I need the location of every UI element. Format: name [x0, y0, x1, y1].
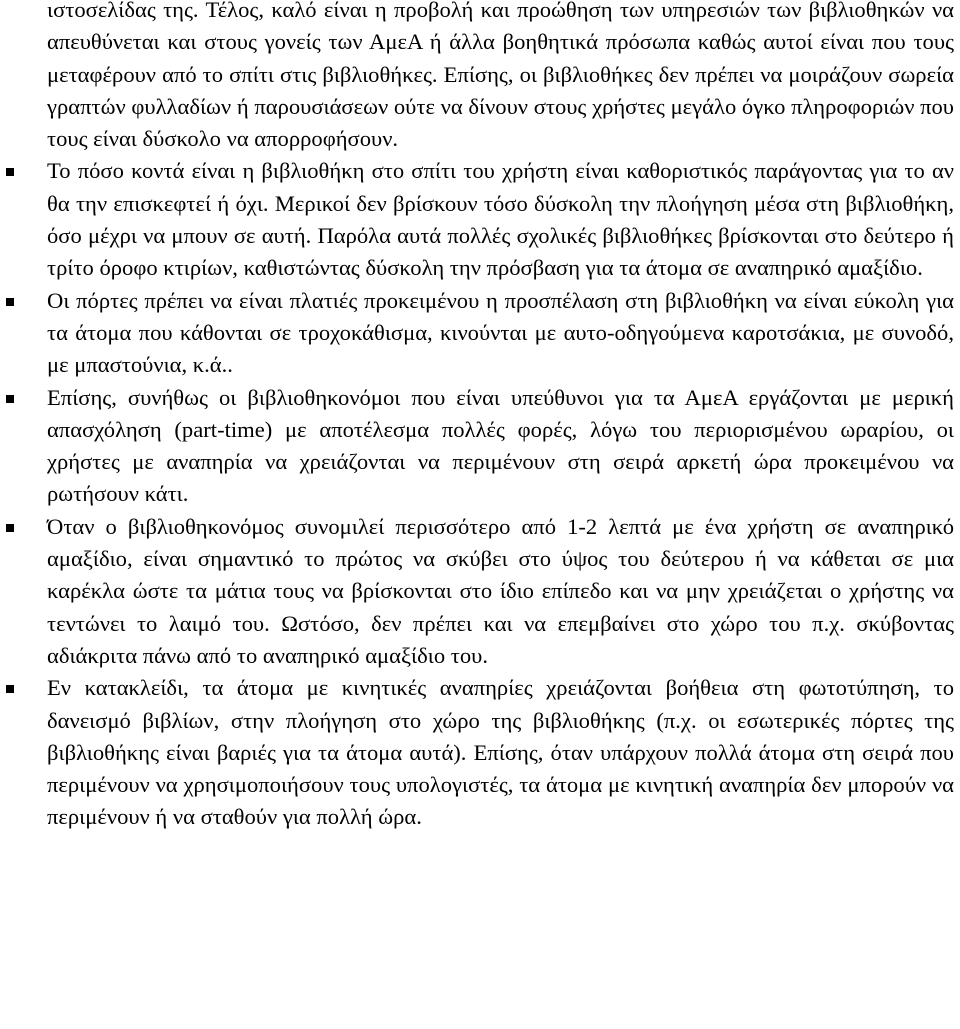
- bullet-text: Το πόσο κοντά είναι η βιβλιοθήκη στο σπίτι του χρήστη είναι καθοριστικός παράγοντας για το αν θα την επισκεφτεί ή όχι. Μερικοί δεν βρίσκουν τόσο δύσκολη την πλοήγηση μέσα στη βιβλιοθήκη, όσο μέχρι να μπουν σε αυτή. Παρόλα αυτά πολλές σχολικές βιβλιοθήκες βρίσκονται στο δεύτερο ή τρίτο όροφο κτιρίων, καθιστώντας δύσκολη την πρόσβαση για τα άτομα σε αναπηρικό αμαξίδιο.: [47, 158, 954, 281]
- bullet-text: Επίσης, συνήθως οι βιβλιοθηκονόμοι που είναι υπεύθυνοι για τα ΑμεΑ εργάζονται με μερική απασχόληση (part-time) με αποτέλεσμα πολλές φορές, λόγω του περιορισμένου ωραρίου, οι χρήστες με αναπηρία να χρειάζονται να περιμένουν στη σειρά αρκετή ώρα προκειμένου να ρωτήσουν κάτι.: [47, 384, 954, 507]
- bullet-item: [0, 155, 960, 284]
- bullet-text: Οι πόρτες πρέπει να είναι πλατιές προκειμένου η προσπέλαση στη βιβλιοθήκη να είναι εύκολη για τα άτομα που κάθονται σε τροχοκάθισμα, κινούνται με αυτο-οδηγούμενα καροτσάκια, με συνοδό, με μπαστούνια, κ.ά..: [47, 287, 954, 378]
- lead-paragraph: ιστοσελίδας της. Τέλος, καλό είναι η προβολή και προώθηση των υπηρεσιών των βιβλιοθηκών να απευθύνεται και στους γονείς των ΑμεΑ ή άλλα βοηθητικά πρόσωπα καθώς αυτοί είναι που τους μεταφέρουν από το σπίτι στις βιβλιοθήκες. Επίσης, οι βιβλιοθήκες δεν πρέπει να μοιράζουν σωρεία γραπτών φυλλαδίων ή παρουσιάσεων ούτε να δίνουν στους χρήστες μεγάλο όγκο πληροφοριών που τους είναι δύσκολο να απορροφήσουν.: [47, 0, 954, 152]
- bullet-text: Εν κατακλείδι, τα άτομα με κινητικές αναπηρίες χρειάζονται βοήθεια στη φωτοτύπηση, το δανεισμό βιβλίων, στην πλοήγηση στο χώρο της βιβλιοθήκης (π.χ. οι εσωτερικές πόρτες της βιβλιοθήκης είναι βαριές για τα άτομα αυτά). Επίσης, όταν υπάρχουν πολλά άτομα στη σειρά που περιμένουν να χρησιμοποιήσουν τους υπολογιστές, τα άτομα με κινητική αναπηρία δεν μπορούν να περιμένουν ή να σταθούν για πολλή ώρα.: [47, 675, 954, 830]
- square-bullet-icon: [6, 298, 14, 306]
- bullet-item: [0, 672, 960, 833]
- square-bullet-icon: [6, 685, 14, 693]
- bullet-text: Όταν ο βιβλιοθηκονόμος συνομιλεί περισσότερο από 1-2 λεπτά με ένα χρήστη σε αναπηρικό αμαξίδιο, είναι σημαντικό το πρώτος να σκύβει στο ύψος του δεύτερου ή να κάθεται σε μια καρέκλα ώστε τα μάτια τους να βρίσκονται στο ίδιο επίπεδο και να μην χρειάζεται ο χρήστης να τεντώνει το λαιμό του. Ωστόσο, δεν πρέπει και να επεμβαίνει στο χώρο του π.χ. σκύβοντας αδιάκριτα πάνω από το αναπηρικό αμαξίδιο του.: [47, 513, 954, 668]
- bullet-item: [0, 382, 960, 511]
- bullet-item: [0, 285, 960, 382]
- square-bullet-icon: [6, 395, 14, 403]
- square-bullet-icon: [6, 168, 14, 176]
- square-bullet-icon: [6, 524, 14, 532]
- bullet-item: [0, 511, 960, 672]
